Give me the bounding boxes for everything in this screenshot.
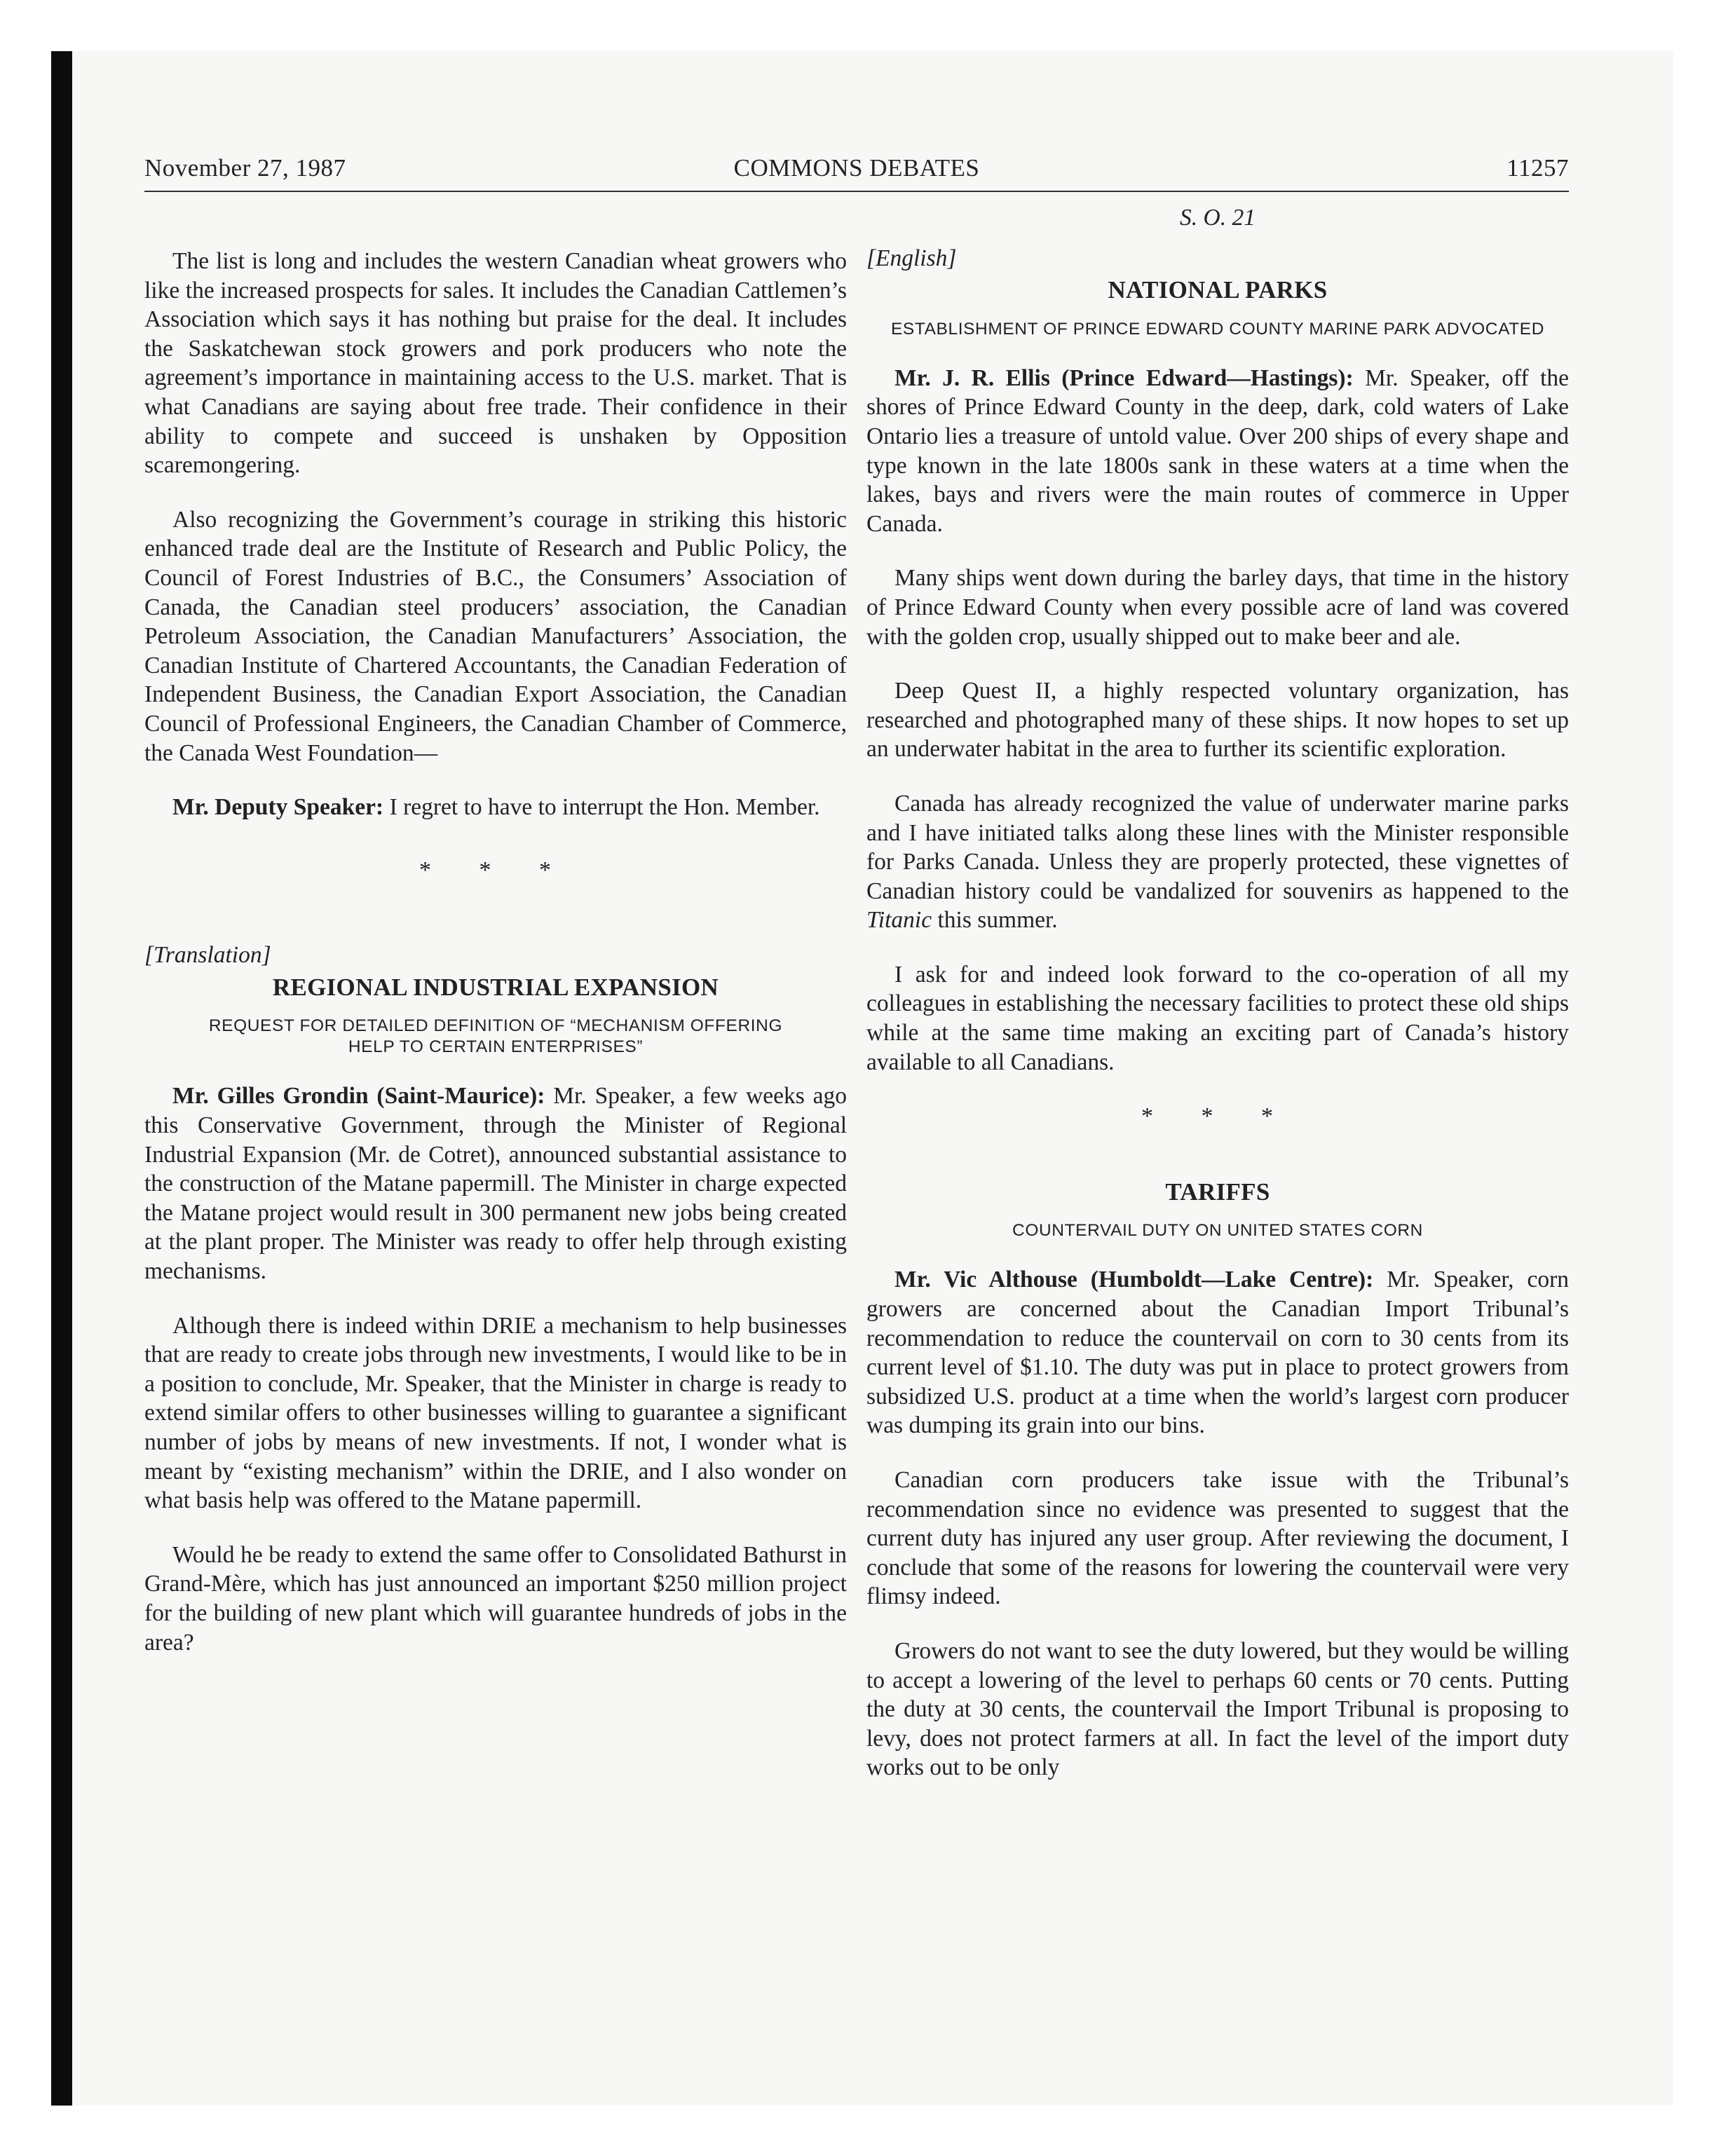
right-column [866, 203, 1569, 1808]
ship-name: Titanic [866, 907, 932, 934]
speaker-name: Mr. Deputy Speaker: [172, 794, 384, 821]
subrubric-heading: ESTABLISHMENT OF PRINCE EDWARD COUNTY MARINE PARK ADVOCATED [890, 319, 1545, 339]
paragraph-list-supporters: The list is long and includes the western Canadian wheat growers who like the increased prospects for sales. It includes the Canadian Cattlemen’s Association which says it has nothing but praise for the deal. It includes the Saskatchewan stock growers and pork producers who note the agreement’s importance in maintaining access to the U.S. market. That is what Canadians are saying about free trade. Their confidence in their ability to compete and succeed is unshaken by Opposition scaremongering. [144, 248, 847, 479]
speaker-text: Mr. Speaker, a few weeks ago this Conservative Government, through the Minister of Regional Industrial Expansion (Mr. de Cotret), announced substantial assistance to the construction of the Matane papermill. The Minister in charge expected the Matane project would result in 300 permanent new jobs being created at the plant proper. The Minister was ready to offer help through existing mechanisms. [144, 1083, 847, 1285]
paragraph-growers-duty: Growers do not want to see the duty lowered, but they would be willing to accept a lowering of the level to perhaps 60 cents or 70 cents. Putting the duty at 30 cents, the countervail the Import Tribunal is proposing to levy, does not protect farmers at all. In fact the level of the import duty works out to be only [866, 1637, 1570, 1781]
paragraph-text: Canada has already recognized the value of underwater marine parks and I have initiated talks along these lines with the Minister responsible for Parks Canada. Unless they are properly protected, these vignettes of Canadian history could be vandalized for souvenirs as happened to the [866, 790, 1569, 904]
left-column [144, 203, 847, 1682]
speaker-text: Mr. Speaker, corn growers are concerned about the Canadian Import Tribunal’s recommendation to reduce the countervail on corn to 30 cents from its current level of $1.10. The duty was put in place to protect growers from subsidized U.S. product at a time when the world’s largest corn producer was dumping its grain into our bins. [866, 1267, 1570, 1439]
publication-title: COMMONS DEBATES [733, 154, 980, 182]
section-separator: * * * [1141, 1103, 1294, 1130]
speaker-name: Mr. Gilles Grondin (Saint-Maurice): [172, 1083, 545, 1110]
speaker-text: I regret to have to interrupt the Hon. Member. [383, 794, 820, 821]
running-head [144, 154, 1569, 192]
page-date: November 27, 1987 [144, 154, 346, 182]
paragraph-cooperation: I ask for and indeed look forward to the co-operation of all my colleagues in establishing the necessary facilities to protect these old ships while at the same time making an exciting part of Canada’s history available to all Canadians. [866, 961, 1569, 1075]
paragraph-drie-mechanism: Although there is indeed within DRIE a mechanism to help businesses that are ready to create jobs through new investments, I would like to be in a position to conclude, Mr. Speaker, that the Minister in charge is ready to extend similar offers to other businesses willing to guarantee a significant number of jobs by means of new investments. If not, I wonder what is meant by “existing mechanism” within the DRIE, and I also wonder on what basis help was offered to the Matane papermill. [144, 1312, 847, 1514]
rubric-heading: NATIONAL PARKS [1108, 276, 1328, 304]
rubric-heading: REGIONAL INDUSTRIAL EXPANSION [272, 973, 719, 1001]
language-note: [Translation] [144, 942, 271, 969]
paragraph-tribunal-recommendation: Canadian corn producers take issue with the Tribunal’s recommendation since no evidence was presented to suggest that the current duty has injured any user group. After reviewing the document, I conclude that some of the reasons for lowering the countervail were very flimsy indeed. [866, 1467, 1569, 1610]
paragraph-consolidated-bathurst: Would he be ready to extend the same offer to Consolidated Bathurst in Grand-Mère, which has just announced an important $250 million project for the building of new plant which will guarantee hundreds of jobs in the area? [144, 1541, 847, 1656]
paragraph-organizations: Also recognizing the Government’s courage in striking this historic enhanced trade deal are the Institute of Research and Public Policy, the Council of Forest Industries of B.C., the Consumers’ Association of Canada, the Canadian steel producers’ association, the Canadian Petroleum Association, the Canadian Manufacturers’ Association, the Canadian Institute of Chartered Accountants, the Canadian Federation of Independent Business, the Canadian Export Association, the Canadian Council of Professional Engineers, the Canadian Chamber of Commerce, the Canada West Foundation— [144, 506, 847, 766]
paragraph-deep-quest: Deep Quest II, a highly respected voluntary organization, has researched and photographed many of these ships. It now hopes to set up an underwater habitat in the area to further its scientific exploration. [866, 678, 1569, 763]
subrubric-heading: COUNTERVAIL DUTY ON UNITED STATES CORN [1012, 1221, 1423, 1241]
grondin-statement [144, 1082, 847, 1285]
language-note: [English] [866, 245, 957, 271]
subrubric-heading: REQUEST FOR DETAILED DEFINITION OF “MECHANISM OFFERING HELP TO CERTAIN ENTERPRISES” [208, 1016, 783, 1057]
binding-shadow [51, 51, 72, 2106]
speaker-text: Mr. Speaker, off the shores of Prince Edward County in the deep, dark, cold waters of Lake Ontario lies a treasure of untold value. Over 200 ships of every shape and type known in the late 1800s sank in these waters at a time when the lakes, bays and rivers were the main routes of commerce in Upper Canada. [866, 364, 1570, 537]
paragraph-barley-days: Many ships went down during the barley days, that time in the history of Prince Edward County when every possible acre of land was covered with the golden crop, usually shipped out to make beer and ale. [866, 565, 1569, 650]
althouse-statement [866, 1265, 1569, 1440]
speaker-name: Mr. Vic Althouse (Humboldt—Lake Centre): [894, 1267, 1374, 1293]
paragraph-marine-parks [866, 789, 1569, 935]
rubric-heading: TARIFFS [1165, 1178, 1270, 1206]
section-separator: * * * [419, 857, 572, 883]
page-number: 11257 [1506, 154, 1569, 182]
paragraph-text: this summer. [932, 907, 1058, 934]
standing-order-label: S. O. 21 [1180, 205, 1256, 231]
deputy-speaker-remark [144, 793, 847, 822]
column-spacer [144, 203, 847, 247]
ellis-statement [866, 364, 1569, 539]
speaker-name: Mr. J. R. Ellis (Prince Edward—Hastings): [894, 364, 1354, 391]
